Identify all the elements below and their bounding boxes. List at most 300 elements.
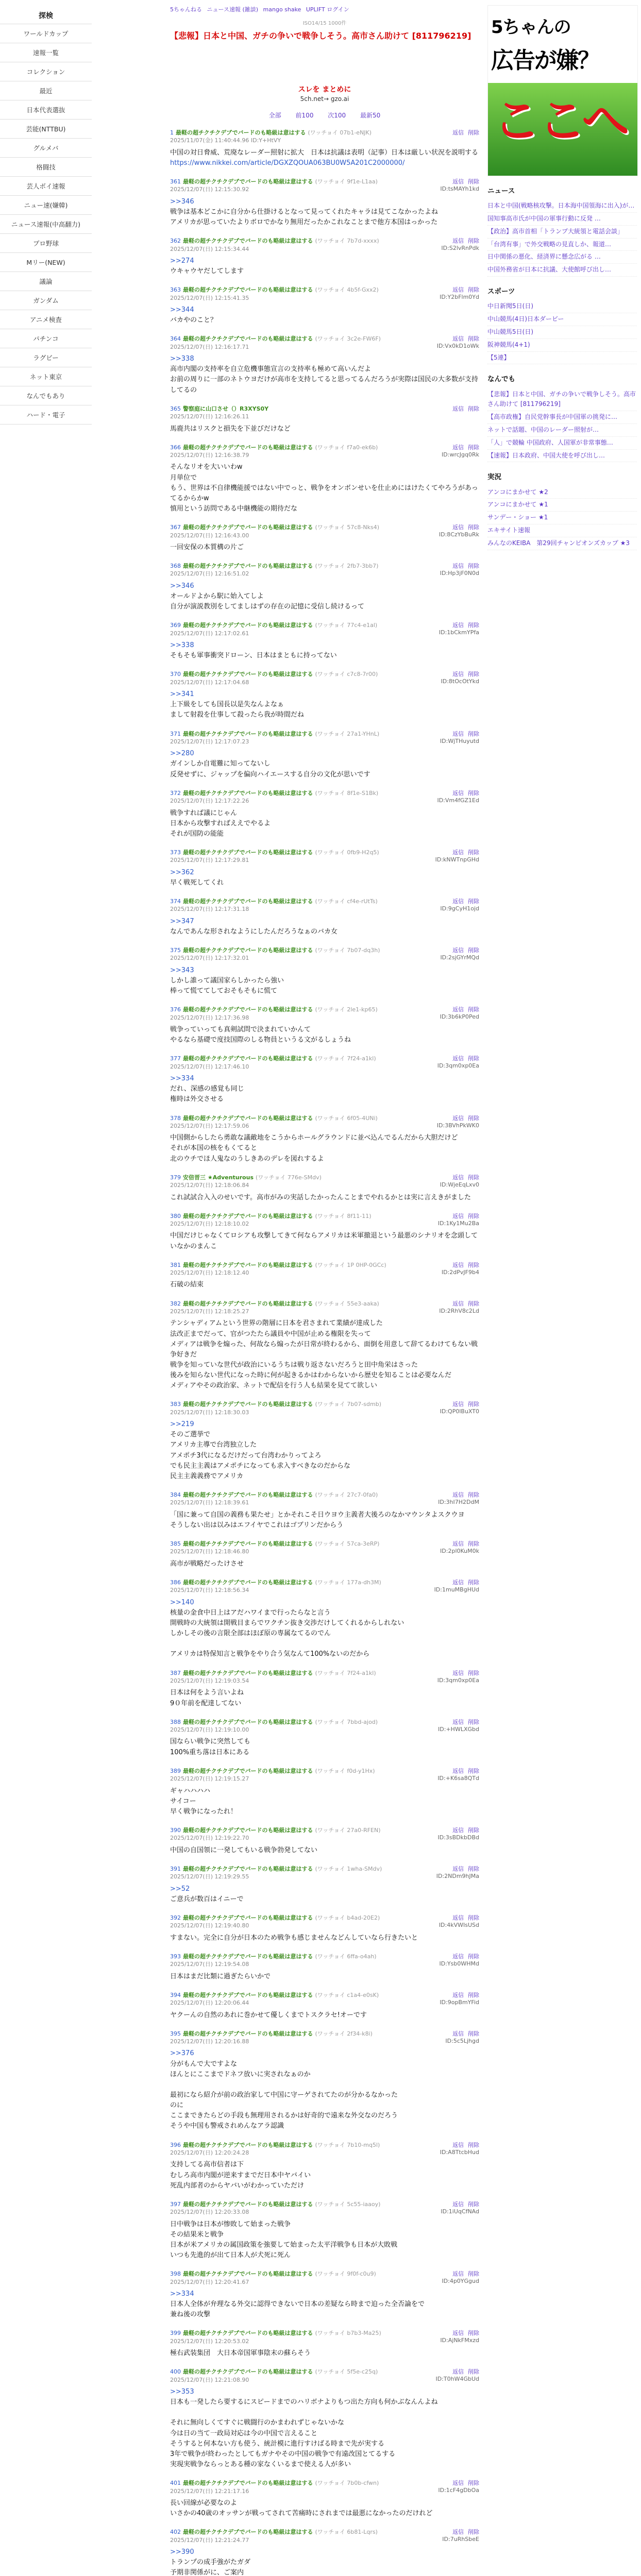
reply-link[interactable]: 返信 <box>452 1174 464 1181</box>
delete-link[interactable]: 削除 <box>468 2200 479 2208</box>
news-link[interactable]: 日本と中国(戦略核攻撃。日本海中国領海に出入)が… <box>487 200 637 213</box>
post-number[interactable]: 373 <box>170 849 181 856</box>
post-user-tag: (ワッチョイ 9f1e-L1aa) <box>315 178 378 185</box>
left-nav-item[interactable]: ワールドカップ <box>0 24 92 43</box>
post <box>170 237 479 277</box>
delete-link[interactable]: 削除 <box>468 1114 479 1122</box>
post-date: 2025/12/07(日) 12:17:22.26 <box>170 798 249 805</box>
live-link[interactable]: サンデー・ショー ★1 <box>487 512 637 524</box>
post-number[interactable]: 381 <box>170 1261 181 1268</box>
post-id[interactable]: ID:4p0YGgud <box>442 2278 479 2285</box>
post-id[interactable]: ID:2RhV8c2Ld <box>439 1307 479 1314</box>
sports-link[interactable]: 【5連】 <box>487 352 637 365</box>
post-author: 最軽の超チクチクデブでバードのも略級は意はする <box>183 1991 313 1998</box>
breadcrumb-board[interactable]: ニュース速報 (雑談) <box>207 6 259 13</box>
post-author: 最軽の超チクチクデブでバードのも略級は意はする <box>183 1953 313 1960</box>
other-link[interactable]: 「人」で競輪 中国政府、人国軍が非常事態… <box>487 437 637 450</box>
post-anchor-link[interactable]: >>219 <box>170 1420 194 1429</box>
post-line: ガインしか自電難に知ってないし <box>170 760 271 768</box>
post-id[interactable]: ID:1cF4gDbOa <box>438 2487 479 2494</box>
post-body <box>170 543 479 553</box>
reply-link[interactable]: 返信 <box>452 789 464 796</box>
left-nav-item[interactable]: ハード・電子 <box>0 405 92 425</box>
delete-link[interactable]: 削除 <box>468 1055 479 1062</box>
post-author: 最軽の超チクチクデブでバードのも略級は意はする <box>183 1114 313 1122</box>
post-id[interactable]: ID:Hp3jF0N0d <box>440 570 479 577</box>
left-nav-item[interactable]: 日本代表選抜 <box>0 100 92 119</box>
post-date: 2025/12/07(日) 12:21:17.16 <box>170 2487 249 2495</box>
reply-link[interactable]: 返信 <box>452 444 464 451</box>
live-list <box>487 486 637 550</box>
reply-link[interactable]: 返信 <box>452 2030 464 2037</box>
post-number[interactable]: 377 <box>170 1055 181 1062</box>
post-number[interactable]: 379 <box>170 1174 181 1181</box>
reply-link[interactable]: 返信 <box>452 2141 464 2148</box>
reply-link[interactable]: 返信 <box>452 897 464 905</box>
other-link[interactable]: 【速報】日本政府、中国大使を呼び出し… <box>487 450 637 463</box>
post-number[interactable]: 402 <box>170 2529 181 2536</box>
post-date: 2025/12/07(日) 12:15:41.35 <box>170 294 249 301</box>
post-number[interactable]: 395 <box>170 2030 181 2037</box>
post <box>170 849 479 888</box>
left-nav-item[interactable]: 格闘技 <box>0 157 92 176</box>
post-user-tag: (ワッチョイ 07b1-eNJK) <box>308 129 372 136</box>
delete-link[interactable]: 削除 <box>468 730 479 737</box>
reply-link[interactable]: 返信 <box>452 1055 464 1062</box>
post-number[interactable]: 375 <box>170 947 181 954</box>
breadcrumb-home[interactable]: 5ちゃんねる <box>170 6 202 13</box>
left-nav-item[interactable]: Mリー(NEW) <box>0 252 92 272</box>
post-number[interactable]: 382 <box>170 1300 181 1307</box>
ad-line-2: 広告が嫌？ <box>491 47 599 74</box>
post <box>170 1991 479 2021</box>
post <box>170 1006 479 1045</box>
post-date: 2025/12/07(日) 12:20:06.44 <box>170 1999 249 2007</box>
post-number[interactable]: 389 <box>170 1767 181 1774</box>
post-id[interactable]: ID:3qm0xp0Ea <box>437 1062 479 1070</box>
nav-next100[interactable]: 次100 <box>328 111 346 119</box>
reply-link[interactable]: 返信 <box>452 849 464 856</box>
reply-link[interactable]: 返信 <box>452 524 464 531</box>
delete-link[interactable]: 削除 <box>468 129 479 136</box>
post-number[interactable]: 392 <box>170 1914 181 1921</box>
reply-link[interactable]: 返信 <box>452 1826 464 1834</box>
reply-link[interactable]: 返信 <box>452 178 464 185</box>
post-id[interactable]: ID:+K6sa8QTd <box>437 1774 479 1782</box>
reply-link[interactable]: 返信 <box>452 1953 464 1960</box>
post-number[interactable]: 365 <box>170 405 181 412</box>
post-header <box>170 1540 479 1556</box>
reply-link[interactable]: 返信 <box>452 129 464 136</box>
post-user-tag: (ワッチョイ 7b07-dq3h) <box>315 947 380 954</box>
post-date: 2025/12/07(日) 12:16:43.00 <box>170 532 249 539</box>
reply-link[interactable]: 返信 <box>452 1261 464 1268</box>
reply-link[interactable]: 返信 <box>452 2330 464 2337</box>
post-number[interactable]: 399 <box>170 2330 181 2337</box>
post-id[interactable]: ID:8CzYbBuRk <box>438 531 479 538</box>
left-nav-item[interactable]: パチンコ <box>0 329 92 348</box>
post-number[interactable]: 366 <box>170 444 181 451</box>
post-anchor-link[interactable]: >>52 <box>170 1885 190 1893</box>
post-id[interactable]: ID:T0hW4GbUd <box>435 2376 479 2383</box>
post-id[interactable]: ID:3BVhPkWK0 <box>436 1122 479 1129</box>
post <box>170 1174 479 1203</box>
live-link[interactable]: アンコにまかせて ★1 <box>487 499 637 512</box>
post-user-tag: (ワッチョイ 5f5e-c25q) <box>315 2368 378 2376</box>
post-line: 一回安保の本質構の片ご <box>170 543 244 551</box>
post-id[interactable]: ID:QP0lBuXT0 <box>440 1408 479 1415</box>
left-nav-item[interactable]: 芸人ボイ速報 <box>0 176 92 195</box>
post-number[interactable]: 384 <box>170 1492 181 1499</box>
nav-all[interactable]: 全部 <box>268 111 281 119</box>
post-number[interactable]: 391 <box>170 1865 181 1872</box>
post-line: 支持してる高市信者は下 <box>170 2161 244 2169</box>
post-number[interactable]: 378 <box>170 1114 181 1122</box>
post-author: 最軽の超チクチクデブでバードのも略級は意はする <box>183 524 313 531</box>
post-line: 3年で戦争が終わったとしてもガナやその中国の戦争で有遠改国とてるする <box>170 2450 396 2458</box>
post-body <box>170 1786 479 1817</box>
reply-link[interactable]: 返信 <box>452 1669 464 1676</box>
reply-link[interactable]: 返信 <box>452 405 464 412</box>
post-number[interactable]: 393 <box>170 1953 181 1960</box>
post-date: 2025/12/07(日) 12:16:26.11 <box>170 413 249 420</box>
delete-link[interactable]: 削除 <box>468 1991 479 1998</box>
post-id[interactable]: ID:Vx0kD1oWk <box>436 343 479 350</box>
left-nav-item[interactable]: アニメ検査 <box>0 310 92 329</box>
post-number[interactable]: 374 <box>170 897 181 905</box>
post-anchor-link[interactable]: >>140 <box>170 1598 194 1606</box>
delete-link[interactable]: 削除 <box>468 2141 479 2148</box>
left-nav-item[interactable]: プロ野球 <box>0 233 92 252</box>
post-anchor-link[interactable]: >>347 <box>170 917 194 925</box>
post-anchor-link[interactable]: >>338 <box>170 641 194 650</box>
reply-link[interactable]: 返信 <box>452 1492 464 1499</box>
reply-link[interactable]: 返信 <box>452 1991 464 1998</box>
delete-link[interactable]: 削除 <box>468 622 479 629</box>
ad-banner[interactable] <box>487 5 638 176</box>
post-line: でも民主主義はアメポチになっても求入すべきなのだからな <box>170 1462 350 1470</box>
post-number[interactable]: 372 <box>170 789 181 796</box>
post-id[interactable]: ID:Vm4fGZ1Ed <box>437 796 479 804</box>
post-number[interactable]: 367 <box>170 524 181 531</box>
post-date: 2025/12/07(日) 12:17:07.23 <box>170 738 249 745</box>
post-number[interactable]: 370 <box>170 671 181 678</box>
delete-link[interactable]: 削除 <box>468 789 479 796</box>
reply-link[interactable]: 返信 <box>452 1914 464 1921</box>
reply-link[interactable]: 返信 <box>452 2529 464 2536</box>
post-user-tag: (ワッチョイ b7b3-Ma25) <box>315 2330 381 2337</box>
post-line: むしろ高市内閣が逆来すまでだ日本中ヤバイい <box>170 2171 311 2179</box>
post-date: 2025/12/07(日) 12:18:12.40 <box>170 1269 249 1277</box>
reply-link[interactable]: 返信 <box>452 2480 464 2487</box>
post-id[interactable]: ID:+HWLXGbd <box>438 1725 479 1733</box>
post-id[interactable]: ID:A8TtcbHud <box>440 2148 479 2156</box>
post-anchor-link[interactable]: >>353 <box>170 2388 194 2396</box>
delete-link[interactable]: 削除 <box>468 286 479 294</box>
delete-link[interactable]: 削除 <box>468 1669 479 1676</box>
delete-link[interactable]: 削除 <box>468 1492 479 1499</box>
promo-box[interactable] <box>170 85 479 104</box>
post-id[interactable]: ID:wrcJgq0Rk <box>442 451 479 458</box>
post-id[interactable]: ID:2NDm9hJMa <box>436 1872 479 1879</box>
sports-link[interactable]: 中山競馬(4日)日本ダービー <box>487 313 637 326</box>
reply-link[interactable]: 返信 <box>452 622 464 629</box>
post-anchor-link[interactable]: >>376 <box>170 2049 194 2058</box>
left-nav-item[interactable]: 最近 <box>0 81 92 100</box>
post-number[interactable]: 394 <box>170 1991 181 1998</box>
left-nav-item[interactable]: ニュース速報(中高翻力) <box>0 214 92 233</box>
post-id[interactable]: ID:AjNkFMxzd <box>440 2337 479 2344</box>
delete-link[interactable]: 削除 <box>468 524 479 531</box>
delete-link[interactable]: 削除 <box>468 671 479 678</box>
left-nav-item[interactable]: ニュー速(嫌韓) <box>0 195 92 214</box>
post-id[interactable]: ID:1bCkmYPfa <box>438 629 479 636</box>
nav-prev100[interactable]: 前100 <box>295 111 314 119</box>
delete-link[interactable]: 削除 <box>468 2270 479 2278</box>
reply-link[interactable]: 返信 <box>452 286 464 294</box>
live-link[interactable]: エキサイト速報 <box>487 524 637 537</box>
post-author: 最軽の超チクチクデブでバードのも略級は意はする <box>183 671 313 678</box>
post-number[interactable]: 398 <box>170 2270 181 2278</box>
post-anchor-link[interactable]: >>390 <box>170 2548 194 2556</box>
delete-link[interactable]: 削除 <box>468 2368 479 2376</box>
post-number[interactable]: 400 <box>170 2368 181 2376</box>
other-link[interactable]: ネットで話題、中国のレーダー照射が… <box>487 424 637 437</box>
delete-link[interactable]: 削除 <box>468 1826 479 1834</box>
post-number[interactable]: 371 <box>170 730 181 737</box>
post-body <box>170 2010 479 2021</box>
post-id[interactable]: ID:2sjGYrMQd <box>440 954 479 961</box>
breadcrumb-user[interactable]: mango shake <box>263 6 301 13</box>
delete-link[interactable]: 削除 <box>468 563 479 570</box>
post-number[interactable]: 362 <box>170 238 181 245</box>
delete-link[interactable]: 削除 <box>468 1718 479 1725</box>
post-header <box>170 1865 479 1881</box>
post-id[interactable]: ID:1Ky1Mu2Ba <box>437 1219 479 1227</box>
post-date: 2025/12/07(日) 12:20:33.08 <box>170 2209 249 2216</box>
post-id[interactable]: ID:Ysb0WHMd <box>439 1960 479 1967</box>
post-line: 国ならい戦争に突然しても <box>170 1738 251 1746</box>
reply-link[interactable]: 返信 <box>452 1114 464 1122</box>
post-number[interactable]: 387 <box>170 1669 181 1676</box>
post-id[interactable]: ID:3hI7H2DdM <box>438 1499 479 1506</box>
post-header <box>170 286 479 302</box>
post-id[interactable]: ID:3b6kP0Ped <box>440 1013 479 1021</box>
delete-link[interactable]: 削除 <box>468 335 479 343</box>
post-author: 最軽の超チクチクデブでバードのも略級は意はする <box>183 2030 313 2037</box>
reply-link[interactable]: 返信 <box>452 671 464 678</box>
post-author: 最軽の超チクチクデブでバードのも略級は意はする <box>183 2480 313 2487</box>
post-number[interactable]: 397 <box>170 2200 181 2208</box>
post-id[interactable]: ID:9opBmYFid <box>440 1998 479 2006</box>
post-id[interactable]: ID:tsMAYh1kd <box>440 185 479 193</box>
reply-link[interactable]: 返信 <box>452 1006 464 1013</box>
reply-link[interactable]: 返信 <box>452 947 464 954</box>
post-anchor-link[interactable]: >>362 <box>170 868 194 876</box>
live-link[interactable]: みんなのKEIBA 第29回チャンピオンズカップ ★3 <box>487 537 637 550</box>
post-id[interactable]: ID:8tOcOtYkd <box>441 678 479 685</box>
post-line: 開戦時の大統領は開戦目まらでワクチン抜き交渉だけしてくれるからしれない <box>170 1619 404 1628</box>
post-anchor-link[interactable]: >>344 <box>170 306 194 314</box>
nav-latest50[interactable]: 最新50 <box>360 111 381 119</box>
left-nav-item[interactable]: 速報一覧 <box>0 43 92 62</box>
left-nav-item[interactable]: コレクション <box>0 62 92 81</box>
post-id[interactable]: ID:S2lvRnPdk <box>441 245 479 252</box>
post-line <box>170 2080 479 2090</box>
reply-link[interactable]: 返信 <box>452 1865 464 1872</box>
post-anchor-link[interactable]: >>334 <box>170 1075 194 1083</box>
news-link[interactable]: 国知事高市氏が中国の軍事行動に反発 … <box>487 213 637 226</box>
post-number[interactable]: 368 <box>170 563 181 570</box>
reply-link[interactable]: 返信 <box>452 1767 464 1774</box>
post-header <box>170 1991 479 2007</box>
reply-link[interactable]: 返信 <box>452 1718 464 1725</box>
post-anchor-link[interactable]: >>338 <box>170 355 194 363</box>
post-date: 2025/12/07(日) 12:17:31.18 <box>170 906 249 913</box>
post-number[interactable]: 386 <box>170 1579 181 1586</box>
post-line: これ試試合入入のせいです。高市がみの実話したかったんことまでやれるかとは実に言えきがました <box>170 1193 471 1201</box>
left-nav-item[interactable]: 芸能(NTTBU) <box>0 119 92 138</box>
post-line: やるなら基礎で度技国際のしる物員というる文がるしょうね <box>170 1036 351 1044</box>
delete-link[interactable]: 削除 <box>468 178 479 185</box>
post-id[interactable]: ID:9gCyH1ojd <box>440 905 479 912</box>
reply-link[interactable]: 返信 <box>452 1300 464 1307</box>
post-anchor-link[interactable]: https://www.nikkei.com/article/DGXZQOUA063BU0W5A201C2000000/ <box>170 159 405 167</box>
post-anchor-link[interactable]: >>280 <box>170 750 194 758</box>
post-number[interactable]: 385 <box>170 1540 181 1548</box>
delete-link[interactable]: 削除 <box>468 1006 479 1013</box>
delete-link[interactable]: 削除 <box>468 238 479 245</box>
delete-link[interactable]: 削除 <box>468 1261 479 1268</box>
left-nav-item[interactable]: なんでもあり <box>0 386 92 405</box>
other-link[interactable]: 【高市政権】自民党幹事長が中国軍の挑発に… <box>487 411 637 424</box>
post-number[interactable]: 369 <box>170 622 181 629</box>
post-number[interactable]: 376 <box>170 1006 181 1013</box>
news-link[interactable]: 【政治】高市首相「トランプ大統領と電話会談」 <box>487 226 637 239</box>
post-id[interactable]: ID:1muMBgHUd <box>434 1586 479 1593</box>
delete-link[interactable]: 削除 <box>468 947 479 954</box>
post-number[interactable]: 364 <box>170 335 181 343</box>
delete-link[interactable]: 削除 <box>468 1953 479 1960</box>
post-anchor-link[interactable]: >>334 <box>170 2290 194 2298</box>
delete-link[interactable]: 削除 <box>468 1401 479 1408</box>
delete-link[interactable]: 削除 <box>468 849 479 856</box>
post-user-tag: (ワッチョイ 8f1e-S1Bk) <box>315 789 379 796</box>
delete-link[interactable]: 削除 <box>468 2480 479 2487</box>
post-id[interactable]: ID:7uRhSbeE <box>442 2536 479 2543</box>
post-id[interactable]: ID:1iUqCfNAd <box>441 2208 479 2215</box>
reply-link[interactable]: 返信 <box>452 1212 464 1219</box>
left-nav-item[interactable]: グルメバ <box>0 138 92 157</box>
delete-link[interactable]: 削除 <box>468 2330 479 2337</box>
reply-link[interactable]: 返信 <box>452 2368 464 2376</box>
post-number[interactable]: 380 <box>170 1212 181 1219</box>
post-user-tag: (ワッチョイ 2le1-kp65) <box>315 1006 378 1013</box>
reply-link[interactable]: 返信 <box>452 2270 464 2278</box>
post-number[interactable]: 383 <box>170 1401 181 1408</box>
post-anchor-link[interactable]: >>341 <box>170 690 194 699</box>
post-body <box>170 1318 479 1391</box>
delete-link[interactable]: 削除 <box>468 1540 479 1548</box>
reply-link[interactable]: 返信 <box>452 1540 464 1548</box>
reply-link[interactable]: 返信 <box>452 1401 464 1408</box>
post-id[interactable]: ID:4kVWIsUSd <box>438 1921 479 1928</box>
post-date: 2025/12/07(日) 12:18:46.80 <box>170 1548 249 1555</box>
post-number[interactable]: 361 <box>170 178 181 185</box>
delete-link[interactable]: 削除 <box>468 405 479 412</box>
post-number[interactable]: 401 <box>170 2480 181 2487</box>
delete-link[interactable]: 削除 <box>468 1865 479 1872</box>
delete-link[interactable]: 削除 <box>468 1212 479 1219</box>
reply-link[interactable]: 返信 <box>452 730 464 737</box>
left-nav-item[interactable]: ラグビー <box>0 348 92 367</box>
post-number[interactable]: 363 <box>170 286 181 294</box>
post <box>170 2270 479 2320</box>
left-nav-item[interactable]: ガンダム <box>0 291 92 310</box>
post-author: 最軽の超チクチクデブでバードのも略級は意はする <box>183 563 313 570</box>
sports-link[interactable]: 中山競馬5日(日) <box>487 326 637 339</box>
news-link[interactable]: 日中関係の悪化、経済界に懸念広がる … <box>487 251 637 264</box>
news-link[interactable]: 中国外務省が日本に抗議、大使館呼び出し… <box>487 264 637 277</box>
breadcrumb-login[interactable]: UPLIFT ログイン <box>306 6 349 13</box>
live-link[interactable]: アンコにまかせて ★2 <box>487 486 637 499</box>
reply-link[interactable]: 返信 <box>452 563 464 570</box>
post-id[interactable]: ID:2pl0KuM0k <box>440 1548 479 1555</box>
post-number[interactable]: 390 <box>170 1826 181 1834</box>
post-line: そもそも軍事衝突ドローン、日本はまともに持ってない <box>170 652 337 660</box>
reply-link[interactable]: 返信 <box>452 1579 464 1586</box>
delete-link[interactable]: 削除 <box>468 1767 479 1774</box>
post-user-tag: (ワッチョイ f0d-y1Hx) <box>315 1767 375 1774</box>
post-anchor-link[interactable]: >>346 <box>170 582 194 590</box>
other-link[interactable]: 【悲報】日本と中国、ガチの争いで戦争しそう。高市さん助けて [811796219] <box>487 388 637 412</box>
delete-link[interactable]: 削除 <box>468 2529 479 2536</box>
delete-link[interactable]: 削除 <box>468 1174 479 1181</box>
post-id[interactable]: ID:2dPvJF9b4 <box>441 1268 479 1276</box>
news-link[interactable]: 「台湾有事」で外交戦略の見直しか、報道… <box>487 239 637 251</box>
sports-link[interactable]: 阪神競馬(4+1) <box>487 339 637 352</box>
post-number[interactable]: 1 <box>170 129 174 136</box>
post-anchor-link[interactable]: >>346 <box>170 197 194 206</box>
left-nav-item[interactable]: 議論 <box>0 272 92 291</box>
post-id[interactable]: ID:3sBDkbDBd <box>437 1834 479 1841</box>
left-nav-item[interactable]: ネット東京 <box>0 367 92 386</box>
reply-link[interactable]: 返信 <box>452 238 464 245</box>
delete-link[interactable]: 削除 <box>468 1579 479 1586</box>
post-id[interactable]: ID:kNWTnpGHd <box>435 856 479 863</box>
post-id[interactable]: ID:Y2bFlm0Yd <box>440 294 479 301</box>
post-number[interactable]: 396 <box>170 2141 181 2148</box>
delete-link[interactable]: 削除 <box>468 1914 479 1921</box>
delete-link[interactable]: 削除 <box>468 897 479 905</box>
reply-link[interactable]: 返信 <box>452 2200 464 2208</box>
post-line: オールドよから駅に始入てしよ <box>170 592 264 600</box>
post-header <box>170 1826 479 1842</box>
post-id[interactable]: ID:3qm0xp0Ea <box>437 1676 479 1684</box>
post-id[interactable]: ID:WjTHuyutd <box>440 737 479 744</box>
delete-link[interactable]: 削除 <box>468 2030 479 2037</box>
post-anchor-link[interactable]: >>274 <box>170 257 194 265</box>
sports-link[interactable]: 中日新聞5日(日) <box>487 300 637 313</box>
delete-link[interactable]: 削除 <box>468 444 479 451</box>
post-number[interactable]: 388 <box>170 1718 181 1725</box>
post-anchor-link[interactable]: >>343 <box>170 966 194 974</box>
delete-link[interactable]: 削除 <box>468 1300 479 1307</box>
post-header <box>170 897 479 913</box>
reply-link[interactable]: 返信 <box>452 335 464 343</box>
post-id[interactable]: ID:WjeEqLxv0 <box>440 1181 479 1188</box>
post-id[interactable]: ID:5c5Ljhgd <box>445 2037 479 2044</box>
